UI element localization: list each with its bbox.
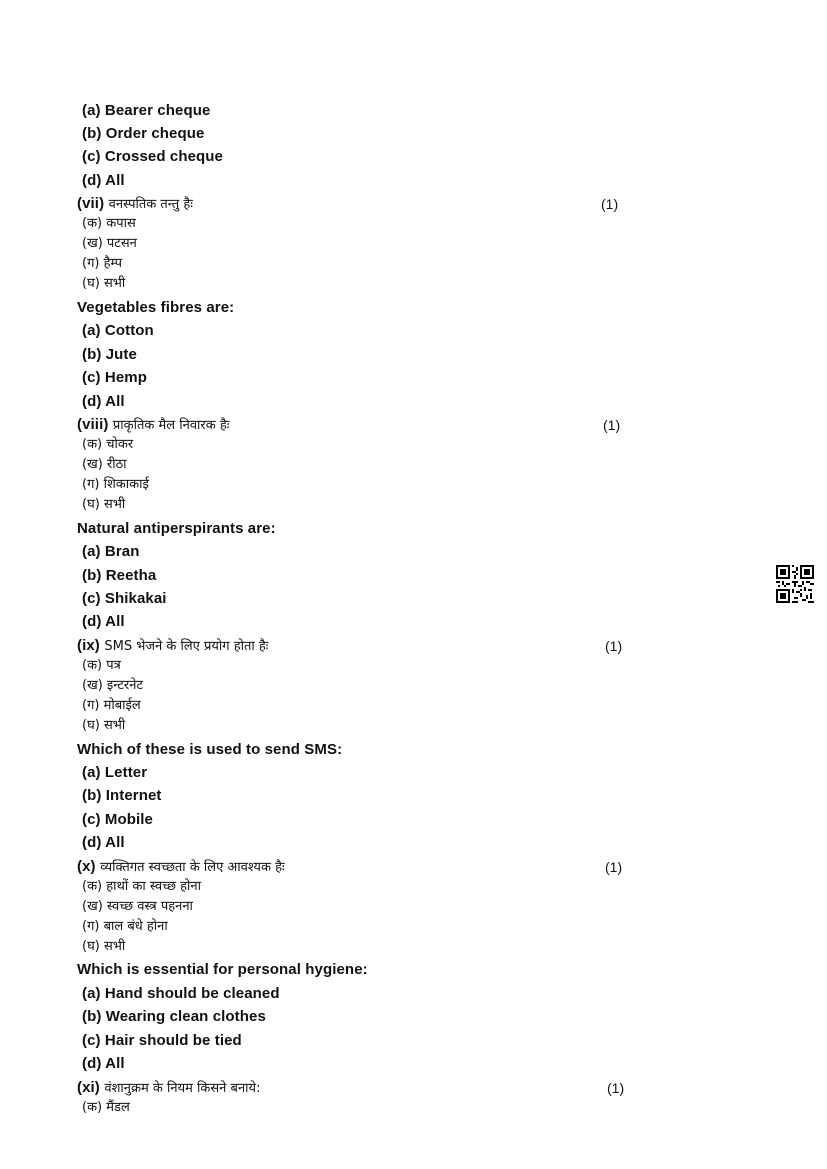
hindi-option: (ख) रीठा	[82, 457, 127, 472]
question-viii-english: Natural antiperspirants are:	[77, 520, 276, 537]
hindi-option: (क) कपास	[82, 216, 136, 231]
option-a: (a) Hand should be cleaned	[82, 985, 280, 1002]
marks: (1)	[603, 417, 621, 433]
question-ix-hindi	[77, 636, 268, 657]
option-d: (d) All	[82, 393, 125, 410]
question-viii-hindi	[77, 415, 229, 436]
marks: (1)	[607, 1080, 625, 1096]
question-number: (x)	[77, 858, 96, 875]
question-number: (xi)	[77, 1079, 100, 1096]
marks: (1)	[605, 859, 623, 875]
question-ix-english: Which of these is used to send SMS:	[77, 741, 343, 758]
hindi-option: (घ) सभी	[82, 718, 126, 733]
option-a: (a) Bearer cheque	[82, 102, 211, 119]
hindi-option: (ख) स्वच्छ वस्त्र पहनना	[82, 899, 193, 914]
hindi-option: (क) चोकर	[82, 437, 134, 452]
option-d: (d) All	[82, 1055, 125, 1072]
option-c: (c) Mobile	[82, 811, 153, 828]
question-x-english: Which is essential for personal hygiene:	[77, 961, 368, 978]
hindi-option: (घ) सभी	[82, 497, 126, 512]
hindi-option: (क) पत्र	[82, 658, 121, 673]
option-b: (b) Order cheque	[82, 125, 205, 142]
option-c: (c) Hair should be tied	[82, 1032, 242, 1049]
option-a: (a) Cotton	[82, 322, 154, 339]
question-text-hindi: वनस्पतिक तन्तु हैः	[108, 197, 193, 212]
hindi-option: (क) मैंडल	[82, 1100, 130, 1115]
marks: (1)	[601, 196, 619, 212]
hindi-option: (घ) सभी	[82, 276, 126, 291]
question-text-hindi: व्यक्तिगत स्वच्छता के लिए आवश्यक हैः	[100, 860, 285, 875]
option-d: (d) All	[82, 172, 125, 189]
question-text-hindi: प्राकृतिक मैल निवारक हैः	[112, 418, 230, 433]
question-number: (vii)	[77, 195, 105, 212]
question-number: (ix)	[77, 637, 100, 654]
option-d: (d) All	[82, 613, 125, 630]
option-b: (b) Internet	[82, 787, 162, 804]
hindi-option: (ख) पटसन	[82, 236, 137, 251]
option-d: (d) All	[82, 834, 125, 851]
hindi-option: (ग) हैम्प	[82, 256, 123, 271]
marks: (1)	[605, 638, 623, 654]
option-c: (c) Shikakai	[82, 590, 167, 607]
question-vii-english: Vegetables fibres are:	[77, 299, 235, 316]
question-xi-hindi	[77, 1078, 260, 1099]
hindi-option: (ग) शिकाकाई	[82, 477, 149, 492]
question-vii-hindi	[77, 194, 193, 215]
option-b: (b) Wearing clean clothes	[82, 1008, 266, 1025]
hindi-option: (ख) इन्टरनेट	[82, 678, 144, 693]
option-a: (a) Letter	[82, 764, 148, 781]
option-c: (c) Crossed cheque	[82, 148, 224, 165]
option-b: (b) Reetha	[82, 567, 157, 584]
option-c: (c) Hemp	[82, 369, 147, 386]
question-text-hindi: SMS भेजने के लिए प्रयोग होता हैः	[104, 639, 269, 654]
hindi-option: (घ) सभी	[82, 939, 126, 954]
qr-code-icon	[776, 565, 814, 603]
hindi-option: (क) हाथों का स्वच्छ होना	[82, 879, 201, 894]
question-x-hindi	[77, 857, 285, 878]
option-b: (b) Jute	[82, 346, 137, 363]
hindi-option: (ग) मोबाईल	[82, 698, 141, 713]
option-a: (a) Bran	[82, 543, 140, 560]
question-text-hindi: वंशानुक्रम के नियम किसने बनाये:	[104, 1081, 261, 1096]
hindi-option: (ग) बाल बंधे होना	[82, 919, 168, 934]
question-number: (viii)	[77, 416, 109, 433]
